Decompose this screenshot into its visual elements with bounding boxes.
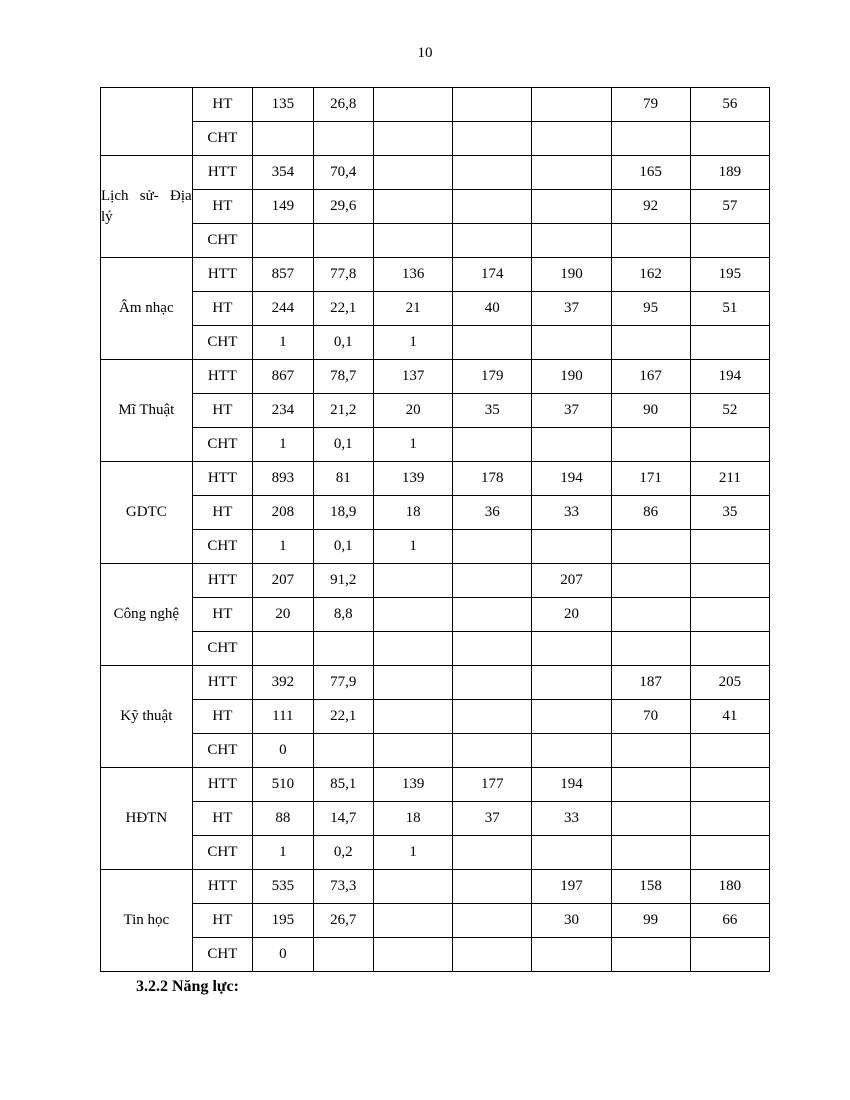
table-row (101, 870, 770, 904)
value-cell: 36 (453, 496, 532, 530)
value-cell: 20 (253, 598, 313, 632)
value-cell (611, 564, 690, 598)
value-cell: 187 (611, 666, 690, 700)
value-cell: 208 (253, 496, 313, 530)
value-cell: 1 (374, 428, 453, 462)
table-row (101, 700, 770, 734)
value-cell: 18,9 (313, 496, 373, 530)
level-cell: CHT (192, 530, 252, 564)
value-cell: 510 (253, 768, 313, 802)
level-cell: HT (192, 598, 252, 632)
value-cell (453, 870, 532, 904)
value-cell: 77,8 (313, 258, 373, 292)
value-cell (253, 224, 313, 258)
value-cell: 18 (374, 496, 453, 530)
table-row (101, 836, 770, 870)
subject-cell (101, 88, 193, 156)
value-cell (690, 428, 769, 462)
table-row (101, 904, 770, 938)
value-cell: 158 (611, 870, 690, 904)
subject-label: Âm nhạc (119, 300, 174, 317)
level-cell: HTT (192, 666, 252, 700)
subject-cell (101, 258, 193, 360)
value-cell: 139 (374, 768, 453, 802)
value-cell: 95 (611, 292, 690, 326)
value-cell (532, 326, 611, 360)
value-cell (611, 598, 690, 632)
value-cell: 37 (532, 292, 611, 326)
level-cell: HTT (192, 564, 252, 598)
value-cell (453, 938, 532, 972)
value-cell: 0 (253, 734, 313, 768)
value-cell: 111 (253, 700, 313, 734)
value-cell: 26,8 (313, 88, 373, 122)
value-cell: 162 (611, 258, 690, 292)
value-cell: 234 (253, 394, 313, 428)
value-cell (532, 700, 611, 734)
page-number: 10 (417, 45, 433, 61)
value-cell: 14,7 (313, 802, 373, 836)
table-row (101, 462, 770, 496)
subject-cell (101, 564, 193, 666)
value-cell (532, 666, 611, 700)
subject-label: Mĩ Thuật (118, 402, 175, 419)
value-cell (374, 598, 453, 632)
value-cell (532, 156, 611, 190)
level-cell: HT (192, 88, 252, 122)
value-cell: 190 (532, 360, 611, 394)
value-cell (453, 734, 532, 768)
value-cell (611, 122, 690, 156)
table-row (101, 768, 770, 802)
value-cell: 18 (374, 802, 453, 836)
value-cell: 535 (253, 870, 313, 904)
value-cell (611, 802, 690, 836)
value-cell (313, 122, 373, 156)
value-cell: 211 (690, 462, 769, 496)
value-cell (453, 88, 532, 122)
value-cell (611, 224, 690, 258)
value-cell (453, 190, 532, 224)
value-cell (532, 224, 611, 258)
level-cell: HT (192, 496, 252, 530)
value-cell (453, 564, 532, 598)
value-cell (453, 836, 532, 870)
value-cell (253, 632, 313, 666)
value-cell: 179 (453, 360, 532, 394)
value-cell: 20 (532, 598, 611, 632)
value-cell: 52 (690, 394, 769, 428)
subject-label: Lịch sử- Địa lý (101, 188, 192, 225)
level-cell: HTT (192, 462, 252, 496)
value-cell: 8,8 (313, 598, 373, 632)
level-cell: HTT (192, 360, 252, 394)
value-cell: 171 (611, 462, 690, 496)
value-cell: 21,2 (313, 394, 373, 428)
subject-label: Tin học (123, 912, 170, 929)
level-cell: CHT (192, 632, 252, 666)
value-cell (374, 904, 453, 938)
value-cell: 0 (253, 938, 313, 972)
level-cell: HT (192, 700, 252, 734)
value-cell (611, 734, 690, 768)
value-cell (313, 938, 373, 972)
value-cell (453, 428, 532, 462)
table-row (101, 156, 770, 190)
value-cell (374, 224, 453, 258)
value-cell: 0,1 (313, 530, 373, 564)
value-cell (690, 938, 769, 972)
value-cell: 207 (253, 564, 313, 598)
table-row (101, 564, 770, 598)
value-cell: 33 (532, 496, 611, 530)
value-cell (690, 564, 769, 598)
value-cell (690, 802, 769, 836)
value-cell: 194 (532, 462, 611, 496)
value-cell: 26,7 (313, 904, 373, 938)
value-cell (690, 734, 769, 768)
value-cell (690, 122, 769, 156)
value-cell: 56 (690, 88, 769, 122)
value-cell: 77,9 (313, 666, 373, 700)
value-cell: 194 (690, 360, 769, 394)
value-cell (374, 870, 453, 904)
value-cell: 205 (690, 666, 769, 700)
value-cell: 1 (253, 836, 313, 870)
value-cell: 167 (611, 360, 690, 394)
value-cell: 190 (532, 258, 611, 292)
table-row (101, 530, 770, 564)
value-cell: 867 (253, 360, 313, 394)
value-cell: 0,1 (313, 428, 373, 462)
value-cell: 99 (611, 904, 690, 938)
subject-cell (101, 768, 193, 870)
value-cell: 51 (690, 292, 769, 326)
value-cell (611, 530, 690, 564)
value-cell (690, 530, 769, 564)
table-row (101, 292, 770, 326)
value-cell (532, 122, 611, 156)
value-cell (532, 938, 611, 972)
subject-cell (101, 462, 193, 564)
value-cell: 40 (453, 292, 532, 326)
table-row (101, 938, 770, 972)
level-cell: CHT (192, 428, 252, 462)
value-cell (453, 156, 532, 190)
value-cell (453, 326, 532, 360)
value-cell (453, 530, 532, 564)
value-cell (374, 700, 453, 734)
subject-cell (101, 870, 193, 972)
subject-label: Kỹ thuật (120, 708, 173, 725)
value-cell: 37 (532, 394, 611, 428)
value-cell (690, 632, 769, 666)
level-cell: HT (192, 802, 252, 836)
subject-cell (101, 666, 193, 768)
value-cell (690, 768, 769, 802)
level-cell: CHT (192, 326, 252, 360)
value-cell: 29,6 (313, 190, 373, 224)
value-cell: 70,4 (313, 156, 373, 190)
value-cell (374, 938, 453, 972)
value-cell: 139 (374, 462, 453, 496)
table-row (101, 632, 770, 666)
level-cell: HTT (192, 156, 252, 190)
value-cell (532, 836, 611, 870)
grades-table-container (100, 87, 770, 972)
value-cell: 207 (532, 564, 611, 598)
value-cell (374, 564, 453, 598)
value-cell: 85,1 (313, 768, 373, 802)
value-cell: 135 (253, 88, 313, 122)
value-cell (690, 326, 769, 360)
level-cell: CHT (192, 836, 252, 870)
value-cell: 195 (690, 258, 769, 292)
value-cell (453, 632, 532, 666)
value-cell (690, 224, 769, 258)
table-row (101, 802, 770, 836)
value-cell: 88 (253, 802, 313, 836)
value-cell (532, 734, 611, 768)
value-cell (374, 632, 453, 666)
table-row (101, 360, 770, 394)
table-row (101, 734, 770, 768)
table-row (101, 394, 770, 428)
value-cell (374, 734, 453, 768)
value-cell: 893 (253, 462, 313, 496)
value-cell: 244 (253, 292, 313, 326)
subject-label: Công nghệ (113, 606, 180, 623)
value-cell: 79 (611, 88, 690, 122)
value-cell: 857 (253, 258, 313, 292)
value-cell: 177 (453, 768, 532, 802)
value-cell: 70 (611, 700, 690, 734)
value-cell (313, 734, 373, 768)
table-row (101, 326, 770, 360)
value-cell: 165 (611, 156, 690, 190)
value-cell: 197 (532, 870, 611, 904)
value-cell (611, 428, 690, 462)
value-cell: 1 (253, 326, 313, 360)
value-cell (453, 598, 532, 632)
value-cell: 0,1 (313, 326, 373, 360)
level-cell: HT (192, 190, 252, 224)
value-cell: 1 (374, 836, 453, 870)
value-cell: 41 (690, 700, 769, 734)
value-cell (453, 224, 532, 258)
value-cell: 66 (690, 904, 769, 938)
table-row (101, 88, 770, 122)
value-cell: 91,2 (313, 564, 373, 598)
subject-cell (101, 156, 193, 258)
value-cell (374, 88, 453, 122)
level-cell: HTT (192, 258, 252, 292)
value-cell (253, 122, 313, 156)
value-cell (374, 122, 453, 156)
value-cell (453, 700, 532, 734)
value-cell: 78,7 (313, 360, 373, 394)
value-cell (611, 632, 690, 666)
value-cell: 189 (690, 156, 769, 190)
value-cell: 81 (313, 462, 373, 496)
value-cell (690, 836, 769, 870)
value-cell (690, 598, 769, 632)
level-cell: HT (192, 394, 252, 428)
value-cell (374, 190, 453, 224)
value-cell (611, 768, 690, 802)
subject-label: HĐTN (125, 810, 168, 827)
value-cell (313, 632, 373, 666)
grades-table (100, 87, 770, 972)
table-row (101, 190, 770, 224)
level-cell: CHT (192, 122, 252, 156)
section-heading: 3.2.2 Năng lực: (136, 978, 239, 995)
table-row (101, 666, 770, 700)
value-cell: 22,1 (313, 292, 373, 326)
value-cell (532, 530, 611, 564)
level-cell: CHT (192, 938, 252, 972)
value-cell: 1 (253, 428, 313, 462)
value-cell: 178 (453, 462, 532, 496)
value-cell: 22,1 (313, 700, 373, 734)
value-cell: 35 (453, 394, 532, 428)
subject-cell (101, 360, 193, 462)
value-cell: 137 (374, 360, 453, 394)
table-row (101, 428, 770, 462)
value-cell (532, 88, 611, 122)
value-cell: 1 (253, 530, 313, 564)
value-cell (611, 326, 690, 360)
value-cell: 86 (611, 496, 690, 530)
value-cell: 174 (453, 258, 532, 292)
value-cell (532, 632, 611, 666)
value-cell: 1 (374, 326, 453, 360)
value-cell: 1 (374, 530, 453, 564)
value-cell: 30 (532, 904, 611, 938)
level-cell: CHT (192, 224, 252, 258)
value-cell: 21 (374, 292, 453, 326)
value-cell (374, 156, 453, 190)
value-cell (611, 836, 690, 870)
value-cell: 149 (253, 190, 313, 224)
value-cell (313, 224, 373, 258)
level-cell: HTT (192, 768, 252, 802)
value-cell: 90 (611, 394, 690, 428)
value-cell: 194 (532, 768, 611, 802)
value-cell (453, 122, 532, 156)
value-cell (532, 190, 611, 224)
value-cell (453, 904, 532, 938)
table-row (101, 122, 770, 156)
level-cell: HT (192, 904, 252, 938)
table-row (101, 598, 770, 632)
value-cell: 57 (690, 190, 769, 224)
value-cell (374, 666, 453, 700)
value-cell: 33 (532, 802, 611, 836)
value-cell (611, 938, 690, 972)
value-cell: 0,2 (313, 836, 373, 870)
value-cell: 20 (374, 394, 453, 428)
value-cell: 136 (374, 258, 453, 292)
value-cell: 180 (690, 870, 769, 904)
table-row (101, 496, 770, 530)
value-cell: 35 (690, 496, 769, 530)
value-cell: 73,3 (313, 870, 373, 904)
value-cell: 195 (253, 904, 313, 938)
value-cell: 392 (253, 666, 313, 700)
level-cell: HTT (192, 870, 252, 904)
table-row (101, 258, 770, 292)
value-cell (532, 428, 611, 462)
value-cell: 92 (611, 190, 690, 224)
value-cell: 354 (253, 156, 313, 190)
level-cell: HT (192, 292, 252, 326)
table-row (101, 224, 770, 258)
value-cell (453, 666, 532, 700)
value-cell: 37 (453, 802, 532, 836)
subject-label: GDTC (125, 504, 167, 521)
level-cell: CHT (192, 734, 252, 768)
